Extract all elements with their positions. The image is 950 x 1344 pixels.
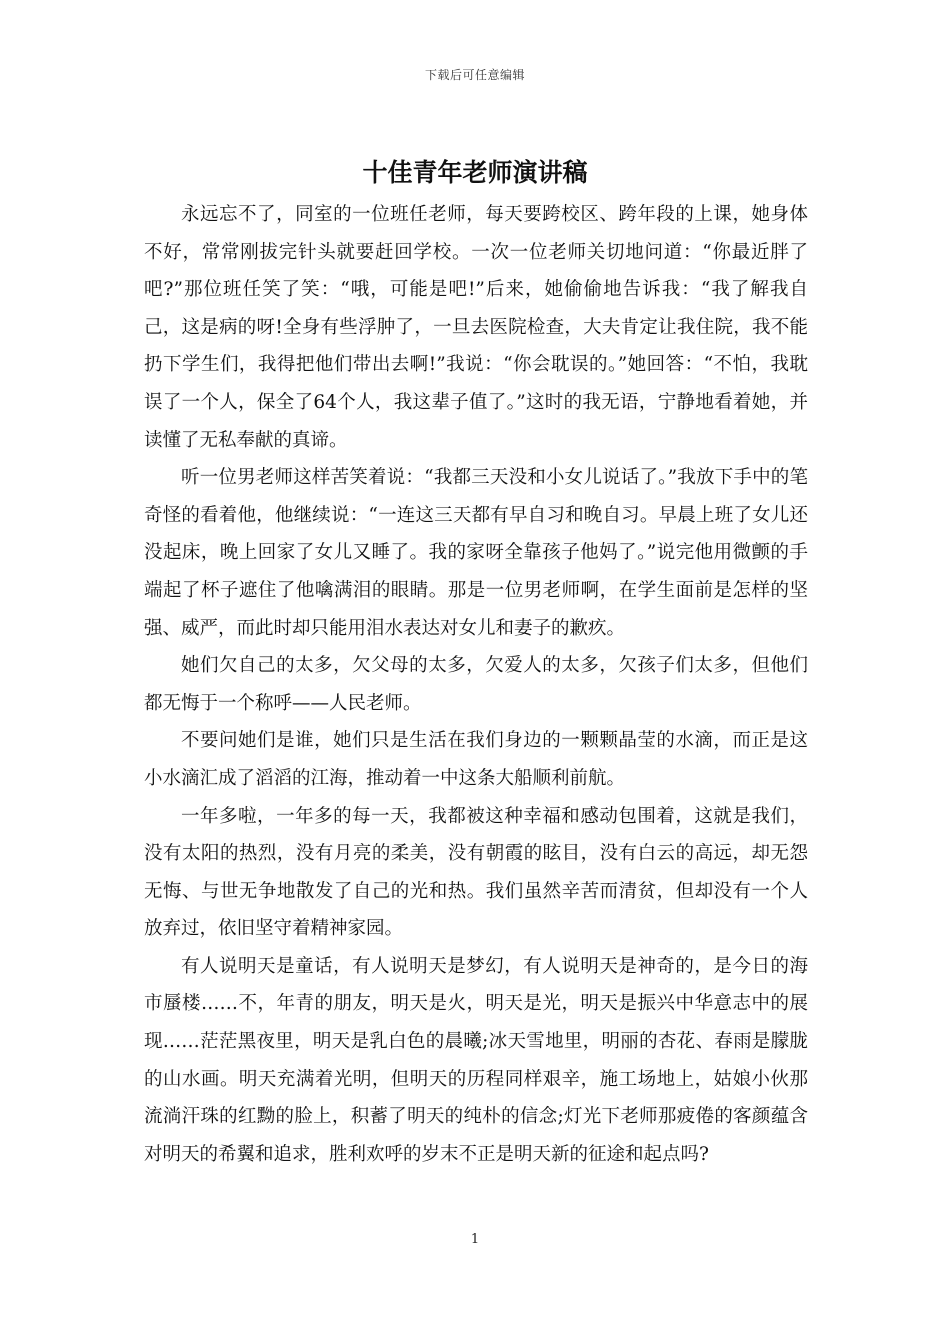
paragraph-3: 她们欠自己的太多，欠父母的太多，欠爱人的太多，欠孩子们太多，但他们都无悔于一个称呼——人民老师。	[144, 655, 808, 714]
paragraph-4: 不要问她们是谁，她们只是生活在我们身边的一颗颗晶莹的水滴，而正是这小水滴汇成了滔滔的江海，推动着一中这条大船顺利前航。	[144, 730, 808, 789]
document-body	[144, 196, 808, 1173]
paragraph-1: 永远忘不了，同室的一位班任老师，每天要跨校区、跨年段的上课，她身体不好，常常刚拔完针头就要赶回学校。一次一位老师关切地问道：“你最近胖了吧?”那位班任笑了笑：“哦，可能是吧!”后来，她偷偷地告诉我：“我了解我自己，这是病的呀!全身有些浮肿了，一旦去医院检查，大夫肯定让我住院，我不能扔下学生们，我得把他们带出去啊!”我说：“你会耽误的。”她回答：“不怕，我耽误了一个人，保全了64个人，我这辈子值了。”这时的我无语，宁静地看着她，并读懂了无私奉献的真谛。	[144, 204, 808, 451]
paragraph-6: 有人说明天是童话，有人说明天是梦幻，有人说明天是神奇的，是今日的海市蜃楼……不，年青的朋友，明天是火，明天是光，明天是振兴中华意志中的展现……茫茫黑夜里，明天是乳白色的晨曦;冰天雪地里，明丽的杏花、春雨是朦胧的山水画。明天充满着光明，但明天的历程同样艰辛，施工场地上，姑娘小伙那流淌汗珠的红黝的脸上，积蓄了明天的纯朴的信念;灯光下老师那疲倦的客颜蕴含对明天的希翼和追求，胜利欢呼的岁末不正是明天新的征途和起点吗?	[144, 955, 808, 1165]
paragraph-5: 一年多啦，一年多的每一天，我都被这种幸福和感动包围着，这就是我们，没有太阳的热烈，没有月亮的柔美，没有朝霞的眩目，没有白云的高远，却无怨无悔、与世无争地散发了自己的光和热。我们虽然辛苦而清贫，但却没有一个人放弃过，依旧坚守着精神家园。	[144, 805, 808, 940]
page-number: 1	[470, 1232, 480, 1247]
paragraph-2: 听一位男老师这样苦笑着说：“我都三天没和小女儿说话了。”我放下手中的笔奇怪的看着他，他继续说：“一连这三天都有早自习和晚自习。早晨上班了女儿还没起床，晚上回家了女儿又睡了。我的家呀全靠孩子他妈了。”说完他用微颤的手端起了杯子遮住了他噙满泪的眼睛。那是一位男老师啊，在学生面前是怎样的坚强、威严，而此时却只能用泪水表达对女儿和妻子的歉疚。	[144, 467, 808, 639]
document-title: 十佳青年老师演讲稿	[362, 158, 588, 187]
header-note: 下载后可任意编辑	[424, 68, 525, 82]
